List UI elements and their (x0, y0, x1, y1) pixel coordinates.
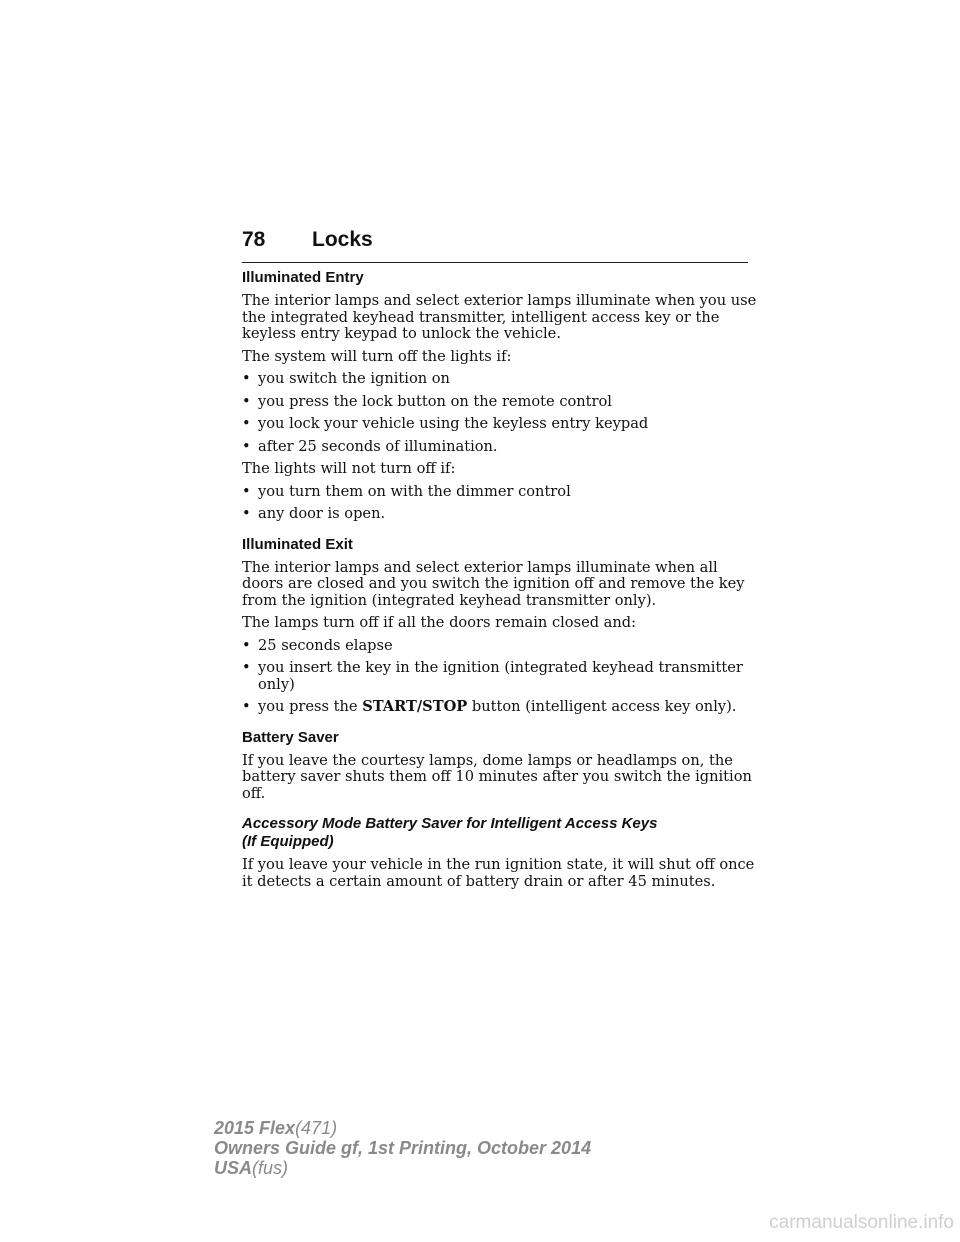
illuminated-entry-not-off-list (242, 484, 762, 523)
list-item: • you press the START/STOP button (intelligent access key only). (242, 698, 737, 715)
bullet-icon: • (242, 698, 251, 715)
illuminated-entry-off-list (242, 371, 762, 455)
watermark: carmanualsonline.info (769, 1212, 954, 1233)
bullet-icon: • (242, 437, 251, 455)
heading-illuminated-exit: Illuminated Exit (242, 535, 353, 553)
bullet-icon: • (242, 370, 251, 387)
heading-accessory-mode: Accessory Mode Battery Saver for Intelligent Access Keys (If Equipped) (242, 815, 658, 850)
bullet-icon: • (242, 482, 251, 500)
bullet-icon: • (242, 505, 251, 522)
bullet-icon: • (242, 392, 251, 410)
bullet-icon: • (242, 659, 251, 676)
list-item: • you turn them on with the dimmer control (242, 482, 571, 500)
illuminated-exit-off-list (242, 638, 762, 716)
list-item: • you insert the key in the ignition (integrated keyhead transmitter only) (242, 659, 743, 693)
list-item: • you lock your vehicle using the keyless entry keypad (242, 415, 649, 432)
illuminated-entry-intro: The interior lamps and select exterior lamps illuminate when you use the integrated keyhead transmitter, intelligent access key or the keyless entry keypad to unlock the vehicle. (242, 292, 757, 342)
heading-illuminated-entry: Illuminated Entry (242, 269, 364, 286)
page-header (242, 228, 748, 263)
illuminated-exit-intro: The interior lamps and select exterior lamps illuminate when all doors are closed and you switch the ignition off and remove the key from the ignition (integrated keyhead transmitter only). (242, 558, 745, 609)
list-item: • any door is open. (242, 505, 386, 522)
battery-saver-body: If you leave the courtesy lamps, dome lamps or headlamps on, the battery saver shuts them off 10 minutes after you switch the ignition off. (242, 751, 752, 802)
section-title: Locks (312, 228, 373, 251)
list-item: • you press the lock button on the remote control (242, 392, 612, 410)
bullet-icon: • (242, 415, 251, 432)
print-footer: 2015 Flex(471) Owners Guide gf, 1st Printing, October 2014 USA(fus) (214, 1118, 592, 1178)
bullet-icon: • (242, 636, 251, 654)
accessory-mode-body: If you leave your vehicle in the run ignition state, it will shut off once it detects a certain amount of battery drain or after 45 minutes. (242, 856, 755, 890)
illuminated-exit-off-intro: The lamps turn off if all the doors remain closed and: (242, 614, 637, 631)
heading-battery-saver: Battery Saver (242, 728, 339, 746)
illuminated-entry-not-off-intro: The lights will not turn off if: (242, 460, 456, 477)
page-number: 78 (242, 228, 266, 251)
page-content (242, 269, 762, 896)
start-stop-label: START/STOP (362, 698, 468, 715)
list-item: • after 25 seconds of illumination. (242, 437, 498, 455)
list-item: • 25 seconds elapse (242, 636, 393, 654)
illuminated-entry-off-intro: The system will turn off the lights if: (242, 347, 512, 365)
list-item: • you switch the ignition on (242, 370, 450, 387)
